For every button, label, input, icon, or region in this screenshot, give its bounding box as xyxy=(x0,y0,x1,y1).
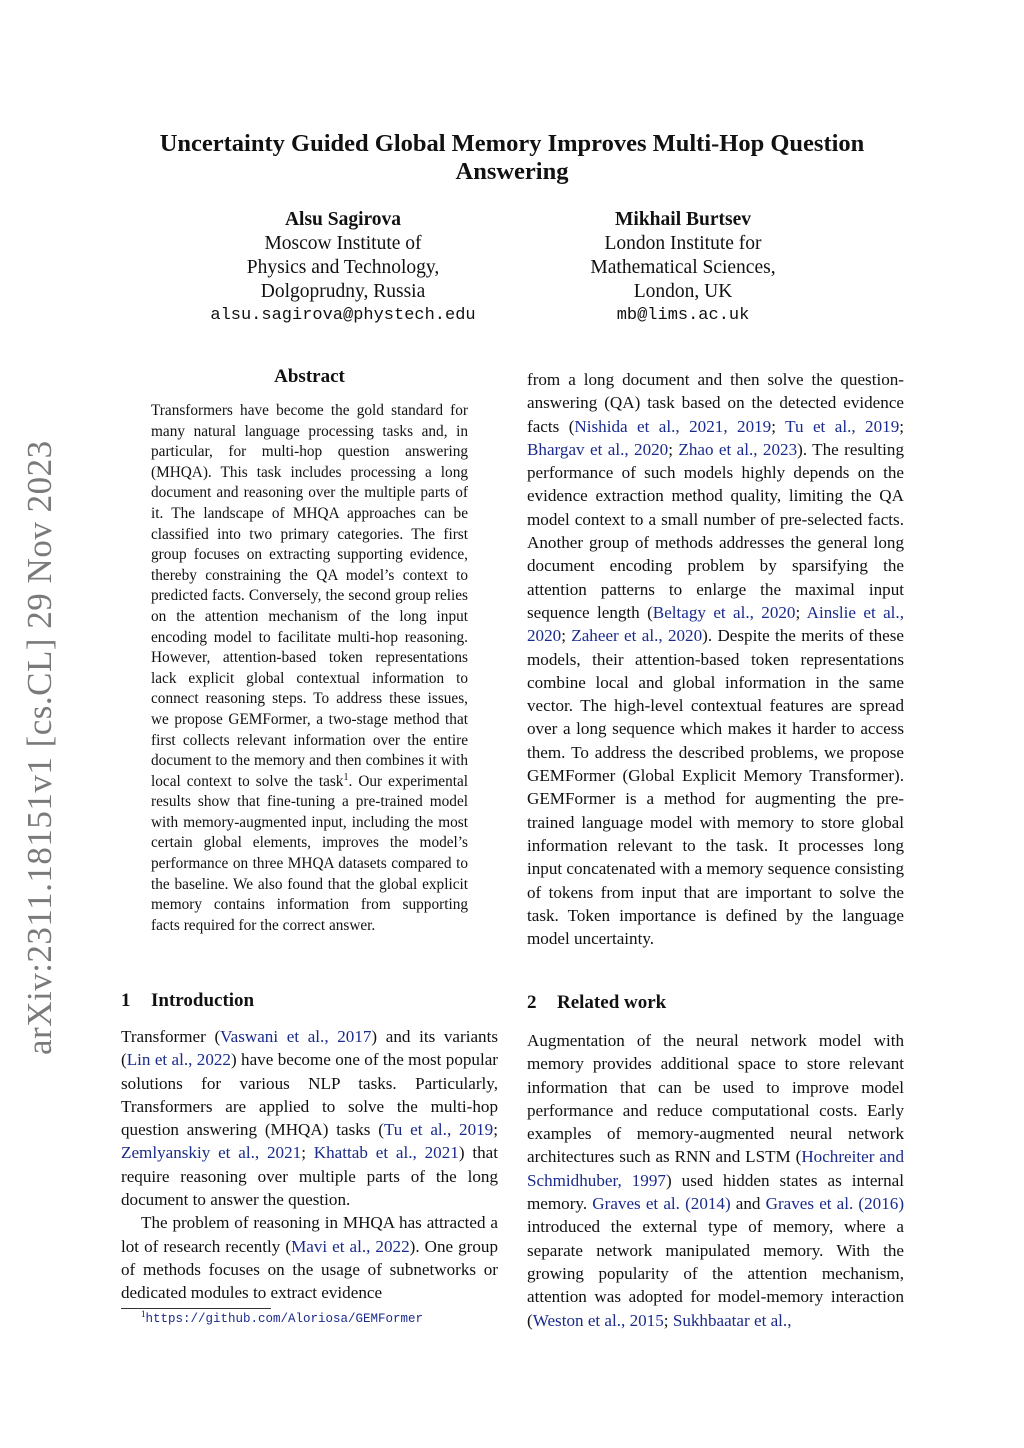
footnote xyxy=(141,1308,424,1326)
right-column-continued-text: from a long document and then solve the question-answering (QA) task based on the detected evidence facts (Nishida et al., 2021, 2019; Tu et al., 2019; Bhargav et al., 2020; Zhao et al., 2023). The resulting performance of such models highly depends on the evidence extraction method quality, limiting the QA model context to a small number of pre-selected facts. Another group of methods addresses the general long document encoding problem by sparsifying the attention patterns to enlarge the maximal input sequence length (Beltagy et al., 2020; Ainslie et al., 2020; Zaheer et al., 2020). Despite the merits of these models, their attention-based token representations combine local and global information in the same vector. The high-level contextual features are spread over a long sequence which makes it harder to access them. To address the described problems, we propose GEMFormer (Global Explicit Memory Transformer). GEMFormer is a method for augmenting the pre-trained language model with memory to store global information relevant to the task. It processes long input concatenated with a memory sequence consisting of tokens from input that are important to solve the task. Token importance is defined by the language model uncertainty. xyxy=(527,370,904,949)
citation-link[interactable]: Vaswani et al., 2017 xyxy=(220,1027,372,1046)
author-block-2 xyxy=(503,208,863,328)
author-email[interactable]: alsu.sagirova@phystech.edu xyxy=(210,306,476,325)
section-number: 1 xyxy=(121,990,131,1011)
author-affiliation-line: Dolgoprudny, Russia xyxy=(260,281,426,302)
author-affiliation-line: Physics and Technology, xyxy=(246,257,440,278)
paragraph: Transformer (Vaswani et al., 2017) and its variants (Lin et al., 2022) have become one of the most popular solutions for various NLP tasks. Particularly, Transformers are applied to solve the multi-hop question answering (MHQA) tasks (Tu et al., 2019; Zemlyanskiy et al., 2021; Khattab et al., 2021) that require reasoning over multiple parts of the long document to answer the question. xyxy=(121,1027,498,1210)
citation-link[interactable]: Tu et al., 2019 xyxy=(383,1120,494,1140)
citation-link[interactable]: Zemlyanskiy et al., 2021 xyxy=(121,1143,302,1163)
footnote-number: 1 xyxy=(141,1308,146,1319)
section-number: 2 xyxy=(527,992,537,1013)
author-affiliation-line: Mathematical Sciences, xyxy=(590,257,776,278)
introduction-body xyxy=(121,1025,498,1305)
section-title: Related work xyxy=(557,992,667,1013)
paragraph: The problem of reasoning in MHQA has attracted a lot of research recently (Mavi et al., 2022). One group of methods focuses on the usage of subnetworks or dedicated modules to extract evidence xyxy=(121,1213,498,1303)
citation-link[interactable]: Bhargav et al., 2020 xyxy=(527,439,669,459)
abstract-text-part-b: . Our experimental results show that fine-tuning a pre-trained model with memory-augmented input, including the most certain global elements, improves the model’s performance on three MHQA datasets compared to the baseline. We also found that the global explicit memory contains information from supporting facts required for the correct answer. xyxy=(151,772,469,934)
abstract-text-part-a: Transformers have become the gold standard for many natural language processing tasks and, in particular, for multi-hop question answering (MHQA). This task includes processing a long document and reasoning over the multiple parts of it. The landscape of MHQA approaches can be classified into two primary categories. The first group focuses on extracting supporting evidence, thereby constraining the QA model’s context to predicted facts. Conversely, the second group relies on the attention mechanism of the long input encoding model to facilitate multi-hop reasoning. However, attention-based token representations lack explicit global contextual information to connect reasoning steps. To address these issues, we propose GEMFormer, a two-stage method that first collects relevant information over the entire document to the memory and then combines it with local context to solve the task xyxy=(151,402,468,790)
citation-link[interactable]: Zaheer et al., 2020 xyxy=(571,626,703,646)
abstract-body xyxy=(151,401,468,936)
citation-link[interactable]: Ainslie et al., 2020 xyxy=(527,602,904,646)
citation-link[interactable]: Weston et al., 2015 xyxy=(532,1310,664,1330)
citation-link[interactable]: Khattab et al., 2021 xyxy=(313,1143,459,1163)
citation-link[interactable]: Sukhbaatar et al., xyxy=(672,1310,792,1330)
section-title: Introduction xyxy=(151,990,255,1011)
related-work-body: Augmentation of the neural network model with memory provides additional space to store relevant information that can be used to improve model performance and reduce computational costs. Early examples of memory-augmented neural network architectures such as RNN and LSTM (Hochreiter and Schmidhuber, 1997) used hidden states as internal memory. Graves et al. (2014) and Graves et al. (2016) introduced the external type of memory, where a separate network manipulated memory. With the growing popularity of the attention mechanism, attention was adopted for model-memory interaction (Weston et al., 2015; Sukhbaatar et al., xyxy=(527,1031,905,1330)
footnote-marker[interactable]: 1 xyxy=(343,771,349,783)
author-email[interactable]: mb@lims.ac.uk xyxy=(616,306,750,325)
citation-link[interactable]: Nishida et al., 2021, 2019 xyxy=(574,416,772,436)
paper-title: Uncertainty Guided Global Memory Improves Multi-Hop Question Answering xyxy=(159,130,865,185)
abstract-heading: Abstract xyxy=(274,366,345,387)
citation-link[interactable]: Graves et al. (2014) xyxy=(592,1194,731,1214)
author-block-1 xyxy=(163,208,523,328)
citation-link[interactable]: Zhao et al., 2023 xyxy=(678,439,798,459)
citation-link[interactable]: Hochreiter and Schmidhuber, 1997 xyxy=(527,1147,904,1190)
arxiv-id[interactable]: arXiv:2311.18151v1 [cs.CL] 29 Nov 2023 xyxy=(20,440,59,1055)
author-affiliation-line: London Institute for xyxy=(604,233,762,254)
citation-link[interactable]: Tu et al., 2019 xyxy=(785,416,900,436)
citation-link[interactable]: Graves et al. (2016) xyxy=(765,1194,905,1214)
citation-link[interactable]: Mavi et al., 2022 xyxy=(291,1236,410,1256)
author-affiliation-line: London, UK xyxy=(633,281,733,302)
footnote-url-link[interactable]: https://github.com/Aloriosa/GEMFormer xyxy=(145,1312,424,1326)
citation-link[interactable]: Lin et al., 2022 xyxy=(126,1050,231,1070)
section-heading-related-work xyxy=(527,992,666,1014)
arxiv-sidebar-stamp xyxy=(0,0,80,1055)
section-heading-introduction xyxy=(121,990,254,1012)
author-name: Mikhail Burtsev xyxy=(615,209,751,230)
author-name: Alsu Sagirova xyxy=(284,209,402,230)
citation-link[interactable]: Beltagy et al., 2020 xyxy=(652,602,796,622)
author-affiliation-line: Moscow Institute of xyxy=(264,233,422,254)
